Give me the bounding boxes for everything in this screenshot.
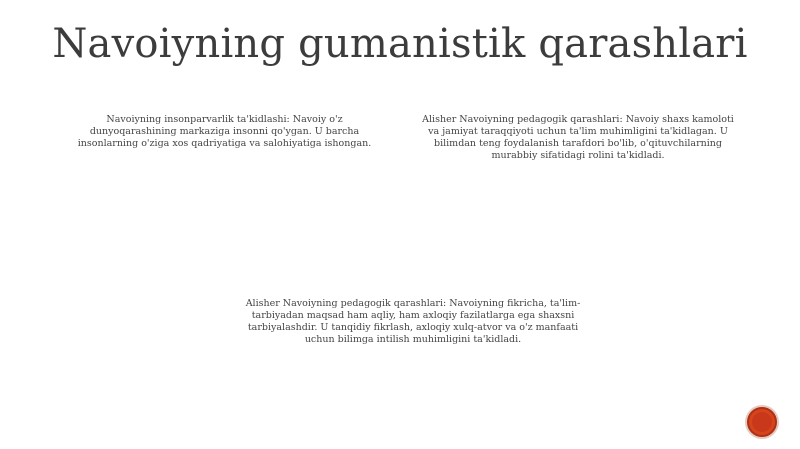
- slide-title: Navoiyning gumanistik qarashlari: [52, 21, 748, 67]
- text-block-pedagogy-education: Alisher Navoiyning pedagogik qarashlari: Navoiy shaxs kamoloti va jamiyat taraqqiyoti uchun ta'lim muhimligini ta'kidlagan. U bilimdan teng foydalanish tarafdori bo'lib, o'qituvchilarning murabbiy sifatidagi rolini ta'kidladi.: [422, 114, 734, 161]
- next-slide-button[interactable]: [747, 407, 777, 437]
- circle-icon: [752, 412, 772, 432]
- text-block-pedagogy-goals: Alisher Navoiyning pedagogik qarashlari: Navoiyning fikricha, ta'lim-tarbiyadan maqsad ham aqliy, ham axloqiy fazilatlarga ega shaxsni tarbiyalashdir. U tanqidiy fikrlash, axloqiy xulq-atvor va o'z manfaati uchun bilimga intilish muhimligini ta'kidladi.: [245, 298, 581, 345]
- text-block-humanism: Navoiyning insonparvarlik ta'kidlashi: Navoiy o'z dunyoqarashining markaziga insonni qo'ygan. U barcha insonlarning o'ziga xos qadriyatiga va salohiyatiga ishongan.: [77, 114, 372, 149]
